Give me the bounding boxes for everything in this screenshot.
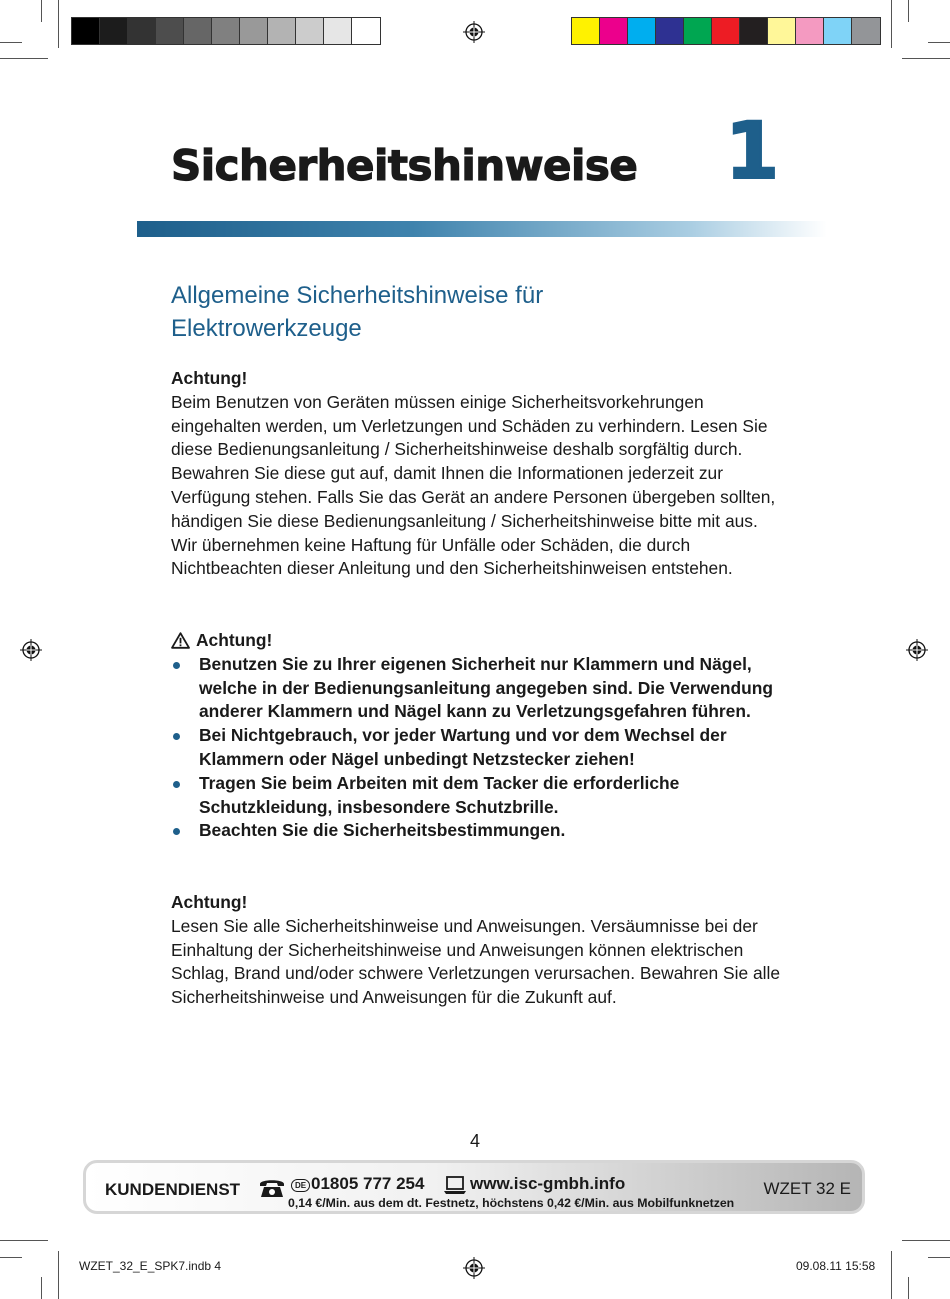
crop-mark (928, 42, 950, 43)
laptop-icon (443, 1175, 467, 1195)
crop-mark (902, 58, 950, 59)
safety-bullet-item (171, 819, 781, 843)
instructions-warning-block (171, 891, 781, 1010)
color-swatch (212, 18, 240, 44)
color-swatch (712, 18, 740, 44)
customer-service-bar (83, 1160, 865, 1214)
warning-triangle-icon (171, 632, 190, 649)
telephone-icon (258, 1177, 286, 1199)
general-warning-block (171, 367, 781, 581)
model-number: WZET 32 E (763, 1179, 851, 1198)
bullet-dot-icon (173, 828, 180, 835)
crop-mark (58, 1251, 59, 1299)
warning-heading-label: Achtung! (196, 630, 273, 650)
crop-mark (0, 1240, 48, 1241)
crop-mark (41, 0, 42, 22)
header-gradient-bar (137, 221, 827, 237)
color-swatch (768, 18, 796, 44)
bullet-dot-icon (173, 781, 180, 788)
registration-mark-icon (463, 21, 485, 43)
color-swatch (268, 18, 296, 44)
page-number: 4 (469, 1131, 480, 1151)
safety-bullet-text: Benutzen Sie zu Ihrer eigenen Sicherheit nur Klammern und Nägel, welche in der Bedienungsanleitung angegeben sind. Die Verwendung anderer Klammern und Nägel kann zu Verletzungsgefahren führen. (199, 653, 773, 722)
crop-mark (0, 1257, 22, 1258)
crop-mark (891, 1251, 892, 1299)
color-swatch (324, 18, 352, 44)
bullet-dot-icon (173, 662, 180, 669)
page-title: Sicherheitshinweise (171, 141, 638, 190)
warning-text: Beim Benutzen von Geräten müssen einige Sicherheitsvorkehrungen eingehalten werden, um Verletzungen und Schäden zu verhindern. Lesen Sie diese Bedienungsanleitung / Sicherheitshinweise deshalb sorgfältig durch. Bewahren Sie diese gut auf, damit Ihnen die Informationen jederzeit zur Verfügung stehen. Falls Sie das Gerät an andere Personen übergeben sollten, händigen Sie diese Bedienungsanleitung / Sicherheitshinweise bitte mit aus. Wir übernehmen keine Haftung für Unfälle oder Schäden, die durch Nichtbeachten dieser Anleitung und den Sicherheitshinweisen entstehen. (171, 391, 776, 579)
crop-mark (908, 0, 909, 22)
chapter-number: 1 (725, 107, 780, 197)
section-subtitle (171, 279, 781, 345)
color-swatch (72, 18, 100, 44)
country-badge: DE (291, 1179, 310, 1192)
service-rates: 0,14 €/Min. aus dem dt. Festnetz, höchstens 0,42 €/Min. aus Mobilfunknetzen (288, 1196, 735, 1210)
section-subtitle-line: Elektrowerkzeuge (171, 315, 362, 342)
service-phone-number[interactable]: 01805 777 254 (311, 1174, 425, 1193)
crop-mark (902, 1240, 950, 1241)
safety-bullet-text: Beachten Sie die Sicherheitsbestimmungen. (199, 820, 566, 841)
color-swatch (824, 18, 852, 44)
safety-bullets-block (171, 629, 781, 843)
registration-mark-icon (463, 1257, 485, 1279)
safety-bullet-item (171, 653, 781, 724)
safety-bullet-text: Bei Nichtgebrauch, vor jeder Wartung und vor dem Wechsel der Klammern oder Nägel unbedingt Netzstecker ziehen! (199, 725, 727, 769)
warning-heading: Achtung! (171, 368, 248, 388)
safety-bullet-list (171, 653, 781, 843)
crop-mark (908, 1277, 909, 1299)
bullet-dot-icon (173, 733, 180, 740)
warning-heading: Achtung! (171, 892, 248, 912)
color-swatch (128, 18, 156, 44)
color-swatch (740, 18, 768, 44)
safety-bullet-item (171, 772, 781, 820)
color-swatch (600, 18, 628, 44)
section-subtitle-line: Allgemeine Sicherheitshinweise für (171, 282, 544, 309)
warning-heading (171, 629, 781, 653)
color-swatch (240, 18, 268, 44)
service-label: KUNDENDIENST (105, 1180, 241, 1199)
gray-swatch-bar (71, 17, 381, 45)
color-swatch (572, 18, 600, 44)
crop-mark (928, 1257, 950, 1258)
color-swatch (100, 18, 128, 44)
warning-text: Lesen Sie alle Sicherheitshinweise und Anweisungen. Versäumnisse bei der Einhaltung der Sicherheitshinweise und Anweisungen können elektrischen Schlag, Brand und/oder schwere Verletzungen verursachen. Bewahren Sie alle Sicherheitshinweise und Anweisungen für die Zukunft auf. (171, 915, 781, 1008)
crop-mark (891, 0, 892, 48)
color-swatch (852, 18, 880, 44)
crop-mark (58, 0, 59, 48)
color-swatch (296, 18, 324, 44)
color-swatch-bar (571, 17, 881, 45)
registration-mark-icon (20, 639, 42, 661)
service-website-link[interactable]: www.isc-gmbh.info (470, 1174, 626, 1193)
crop-mark (0, 58, 48, 59)
safety-bullet-text: Tragen Sie beim Arbeiten mit dem Tacker die erforderliche Schutzkleidung, insbesondere Schutzbrille. (199, 772, 680, 817)
registration-mark-icon (906, 639, 928, 661)
safety-bullet-item (171, 724, 781, 772)
slug-date-time: 09.08.11 15:58 (796, 1259, 876, 1273)
color-swatch (656, 18, 684, 44)
slug-file-name: WZET_32_E_SPK7.indb 4 (79, 1259, 222, 1273)
color-swatch (184, 18, 212, 44)
color-swatch (352, 18, 380, 44)
color-swatch (796, 18, 824, 44)
crop-mark (0, 42, 22, 43)
color-swatch (684, 18, 712, 44)
crop-mark (41, 1277, 42, 1299)
color-swatch (628, 18, 656, 44)
color-swatch (156, 18, 184, 44)
